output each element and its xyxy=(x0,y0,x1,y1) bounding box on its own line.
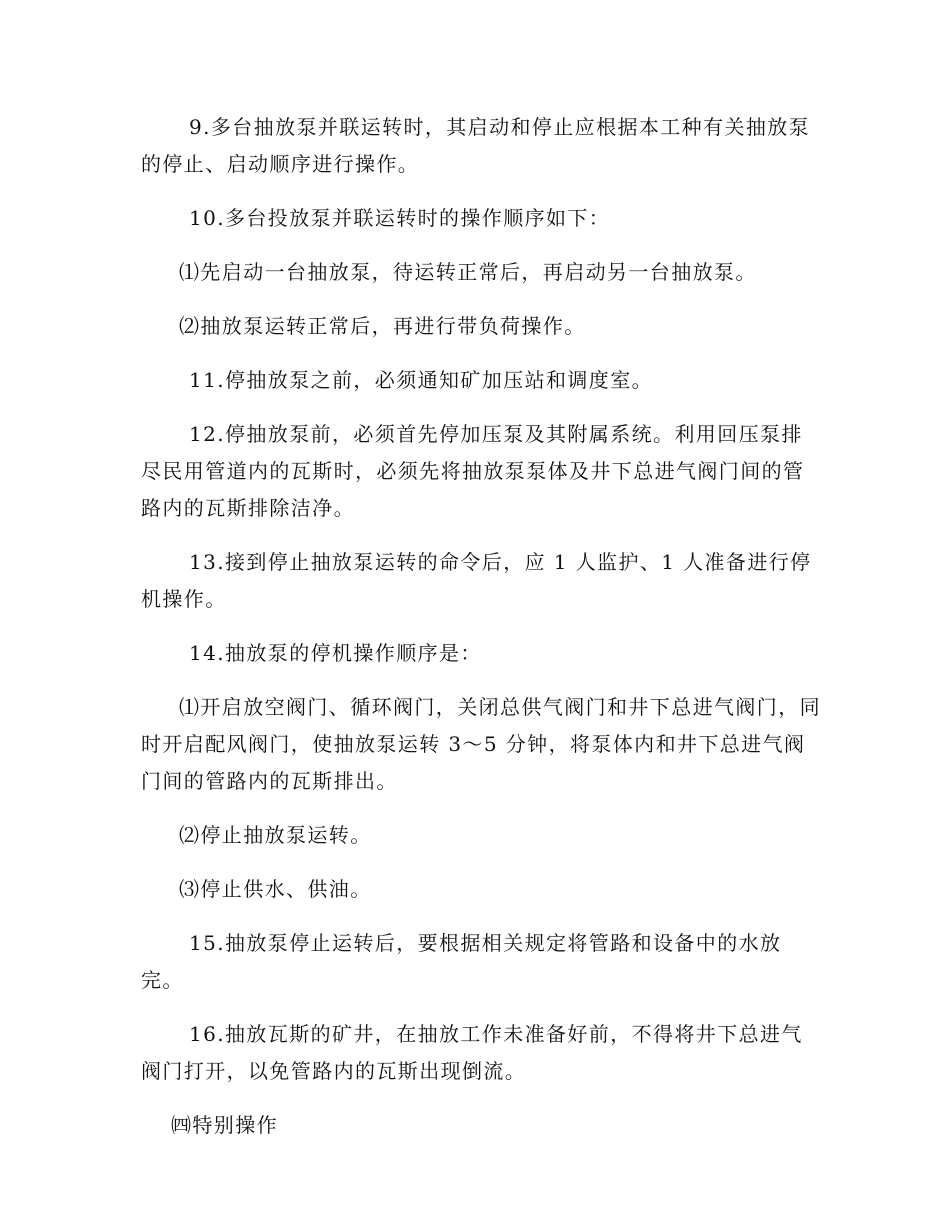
paragraph-14: 14.抽放泵的停机操作顺序是： xyxy=(189,641,482,665)
paragraph-15: 15.抽放泵停止运转后，要根据相关规定将管路和设备中的水放完。 xyxy=(141,931,782,992)
paragraph-16: 16.抽放瓦斯的矿井，在抽放工作未准备好前，不得将井下总进气阀门打开，以免管路内的瓦斯出现倒流。 xyxy=(141,1022,803,1083)
document-body xyxy=(141,109,821,1161)
paragraph-13: 13.接到停止抽放泵运转的命令后，应 1 人监护、1 人准备进行停机操作。 xyxy=(141,550,812,611)
paragraph-10-item-2: ⑵抽放泵运转正常后，再进行带负荷操作。 xyxy=(179,314,586,338)
paragraph-14-item-2: ⑵停止抽放泵运转。 xyxy=(179,823,372,847)
paragraph-14-item-1: ⑴开启放空阀门、循环阀门，关闭总供气阀门和井下总进气阀门，同时开启配风阀门，使抽放泵运转 3～5 分钟，将泵体内和井下总进气阀门间的管路内的瓦斯排出。 xyxy=(141,695,821,793)
section-heading-special-operations: ㈣特别操作 xyxy=(171,1113,278,1137)
paragraph-9: 9.多台抽放泵并联运转时，其启动和停止应根据本工种有关抽放泵的停止、启动顺序进行操作。 xyxy=(141,115,811,176)
paragraph-10: 10.多台投放泵并联运转时的操作顺序如下： xyxy=(189,206,611,230)
paragraph-12: 12.停抽放泵前，必须首先停加压泵及其附属系统。利用回压泵排尽民用管道内的瓦斯时，必须先将抽放泵泵体及井下总进气阀门间的管路内的瓦斯排除洁净。 xyxy=(141,422,805,520)
paragraph-10-item-1: ⑴先启动一台抽放泵，待运转正常后，再启动另一台抽放泵。 xyxy=(179,260,757,284)
paragraph-14-item-3: ⑶停止供水、供油。 xyxy=(179,877,372,901)
paragraph-11: 11.停抽放泵之前，必须通知矿加压站和调度室。 xyxy=(189,368,654,392)
